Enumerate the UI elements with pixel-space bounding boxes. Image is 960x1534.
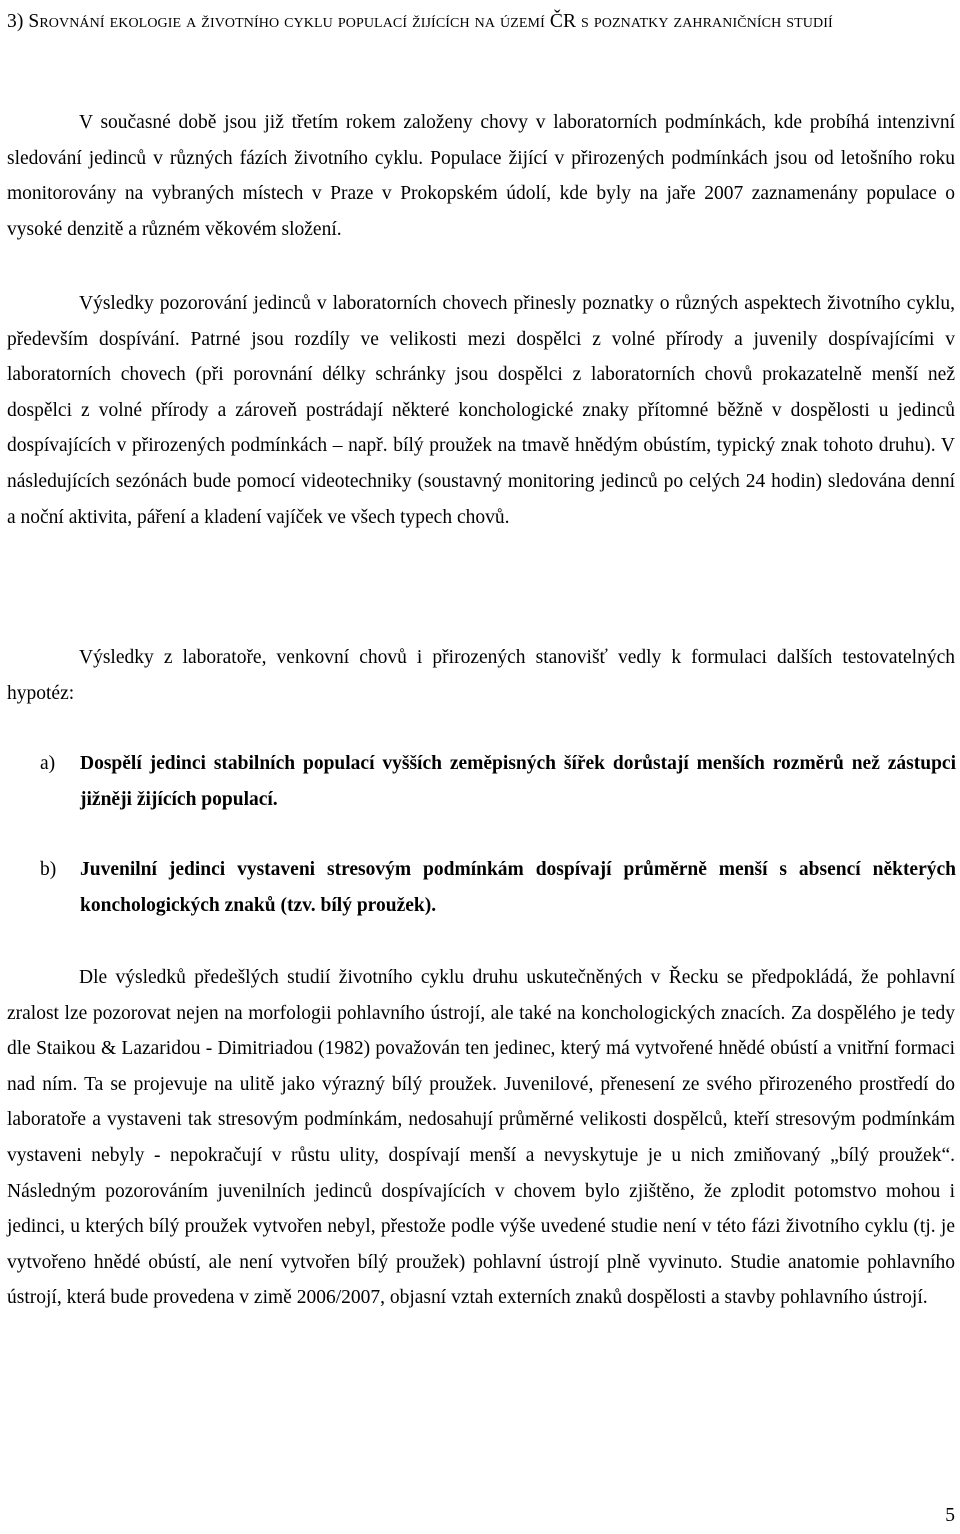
hypothesis-b-marker: b)	[40, 859, 57, 880]
paragraph-sexual-maturity: Dle výsledků předešlých studií životního cyklu druhu uskutečněných v Řecku se předpokládá, že pohlavní zralost lze pozorovat nejen na morfologii pohlavního ústrojí, ale také na konchologických znacích. Za dospělého je tedy dle Staikou & Lazaridou - Dimitriadou (1982) považován ten jedinec, který má vytvořené hnědé obústí a vnitřní formaci nad ním. Ta se projevuje na ulitě jako výrazný bílý proužek. Juvenilové, přenesení ze svého přirozeného prostředí do laboratoře a vystaveni tak stresovým podmínkám, nedosahují průměrné velikosti dospělců, kteří stresovým podmínkám vystaveni nebyly - nepokračují v růstu ulity, dospívají menší a nevyskytuje je u nich zmiňovaný „bílý proužek“. Následným pozorováním juvenilních jedinců dospívajících v chovem bylo zjištěno, že zplodit potomstvo mohou i jedinci, u kterých bílý proužek vytvořen nebyl, přestože podle výše uvedené studie není v této fázi životního cyklu (tj. je vytvořeno hnědé obústí, ale není vytvořen bílý proužek) pohlavní ústrojí plně vyvinuto. Studie anatomie pohlavního ústrojí, která bude provedena v zimě 2006/2007, objasní vztah externích znaků dospělosti a stavby pohlavního ústrojí.	[7, 967, 955, 1309]
hypothesis-a-marker: a)	[40, 753, 56, 774]
hypothesis-b-text: Juvenilní jedinci vystaveni stresovým podmínkám dospívají průměrně menší s absencí některých konchologických znaků (tzv. bílý proužek).	[80, 859, 956, 916]
paragraph-observation-results: Výsledky pozorování jedinců v laboratorních chovech přinesly poznatky o různých aspektech životního cyklu, především dospívání. Patrné jsou rozdíly ve velikosti mezi dospělci z volné přírody a juvenily dospívajícími v laboratorních chovech (při porovnání délky schránky jsou dospělci z laboratorních chovů prokazatelně menší než dospělci z volné přírody a zároveň postrádají některé konchologické znaky přítomné běžně v dospělosti u jedinců dospívajících v přirozených podmínkách – např. bílý proužek na tmavě hnědým obústím, typický znak tohoto druhu). V následujících sezónách bude pomocí videotechniky (soustavný monitoring jedinců po celých 24 hodin) sledována denní a noční aktivita, páření a kladení vajíček ve všech typech chovů.	[7, 293, 955, 528]
section-heading: 3) Srovnání ekologie a životního cyklu populací žijících na území ČR s poznatky zahraničních studií	[7, 11, 833, 32]
paragraph-hypotheses-intro: Výsledky z laboratoře, venkovní chovů i přirozených stanovišť vedly k formulaci dalších testovatelných hypotéz:	[7, 647, 955, 704]
hypothesis-b	[40, 852, 956, 924]
hypothesis-a	[40, 746, 956, 818]
hypothesis-a-text: Dospělí jedinci stabilních populací vyšších zeměpisných šířek dorůstají menších rozměrů než zástupci jižněji žijících populací.	[80, 753, 956, 810]
page-number: 5	[945, 1505, 955, 1526]
paragraph-lab-breeding: V současné době jsou již třetím rokem založeny chovy v laboratorních podmínkách, kde probíhá intenzivní sledování jedinců v různých fázích životního cyklu. Populace žijící v přirozených podmínkách jsou od letošního roku monitorovány na vybraných místech v Praze v Prokopském údolí, kde byly na jaře 2007 zaznamenány populace o vysoké denzitě a různém věkovém složení.	[7, 112, 955, 240]
